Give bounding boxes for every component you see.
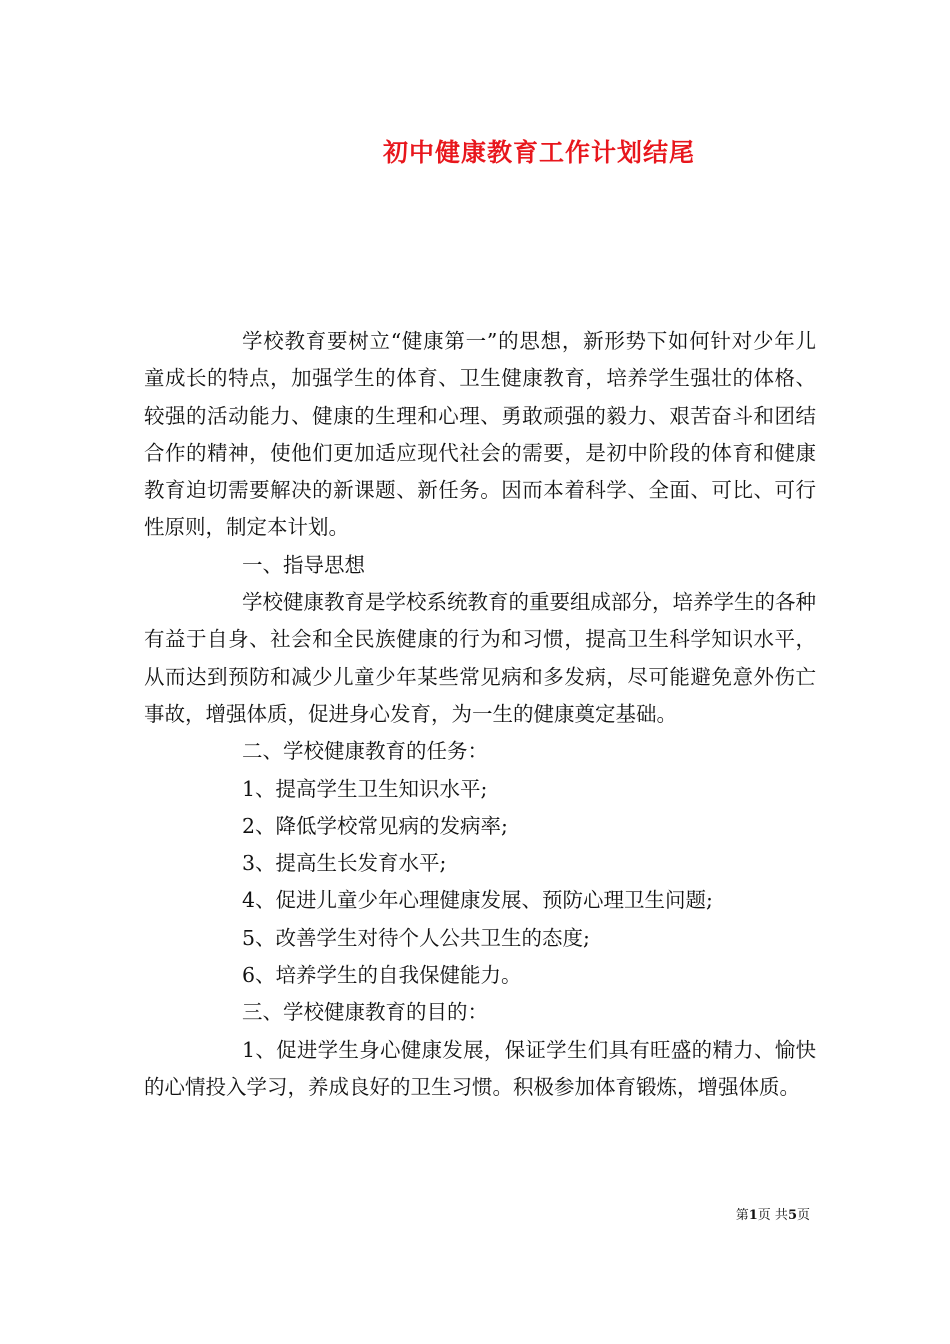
task-item-6: 6、培养学生的自我保健能力。 xyxy=(242,963,522,988)
task-item-4: 4、促进儿童少年心理健康发展、预防心理卫生问题; xyxy=(242,888,713,913)
footer-total-pages: 5 xyxy=(787,1208,797,1223)
task-item-2: 2、降低学校常见病的发病率; xyxy=(242,813,508,838)
footer-suffix: 页 xyxy=(796,1208,810,1223)
guiding-thought-paragraph: 学校健康教育是学校系统教育的重要组成部分，培养学生的各种有益于自身、社会和全民族健康的行为和习惯，提高卫生科学知识水平，从而达到预防和减少儿童少年某些常见病和多发病，尽可能避免意外伤亡事故，增强体质，促进身心发育，为一生的健康奠定基础。 xyxy=(144,590,816,726)
section-heading-guiding-thought: 一、指导思想 xyxy=(242,552,365,577)
document-body xyxy=(144,323,816,1106)
footer-prefix: 第 xyxy=(735,1208,749,1223)
task-item-3: 3、提高生长发育水平; xyxy=(242,851,447,876)
footer-current-page: 1 xyxy=(748,1208,758,1223)
task-item-1: 1、提高学生卫生知识水平; xyxy=(242,776,488,801)
footer-middle: 页 共 xyxy=(757,1208,788,1223)
intro-paragraph: 学校教育要树立“健康第一”的思想，新形势下如何针对少年儿童成长的特点，加强学生的体育、卫生健康教育，培养学生强壮的体格、较强的活动能力、健康的生理和心理、勇敢顽强的毅力、艰苦奋斗和团结合作的精神，使他们更加适应现代社会的需要，是初中阶段的体育和健康教育迫切需要解决的新课题、新任务。因而本着科学、全面、可比、可行性原则，制定本计划。 xyxy=(144,329,816,540)
goal-item-1: 1、促进学生身心健康发展，保证学生们具有旺盛的精力、愉快的心情投入学习，养成良好的卫生习惯。积极参加体育锻炼，增强体质。 xyxy=(144,1037,816,1099)
page-number-footer xyxy=(700,1204,810,1223)
task-item-5: 5、改善学生对待个人公共卫生的态度; xyxy=(242,925,590,950)
section-heading-tasks: 二、学校健康教育的任务： xyxy=(242,739,488,764)
section-heading-goals: 三、学校健康教育的目的： xyxy=(242,1000,488,1025)
document-title: 初中健康教育工作计划结尾 xyxy=(382,138,695,167)
